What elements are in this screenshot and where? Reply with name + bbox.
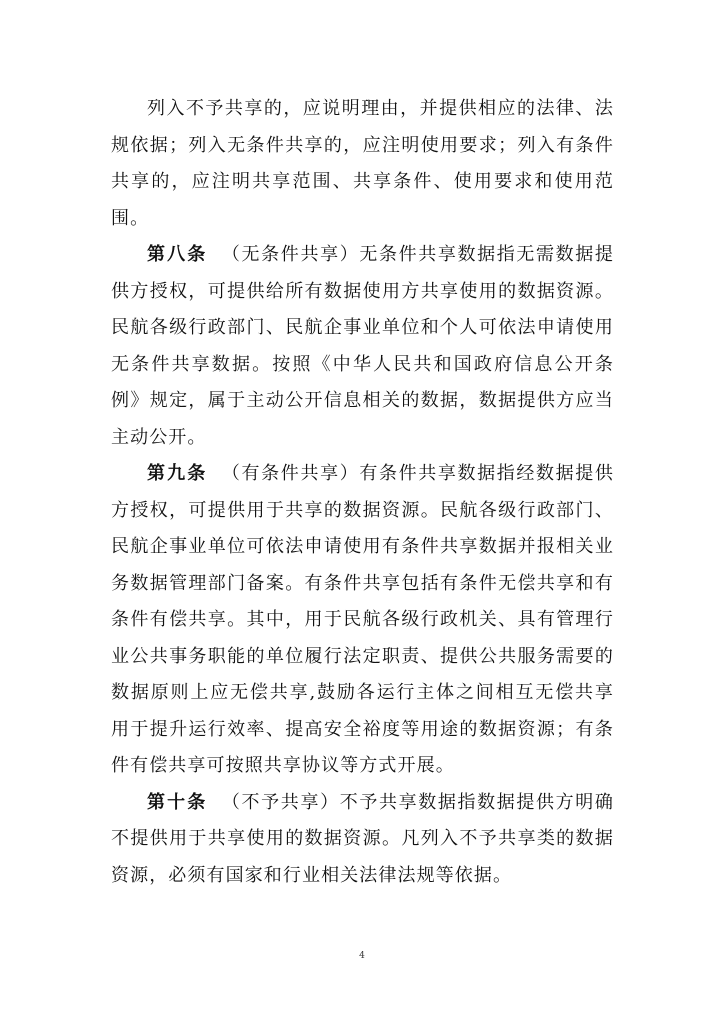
paragraph-text: （有条件共享）有条件共享数据指经数据提供方授权，可提供用于共享的数据资源。民航各级行政部门、民航企事业单位可依法申请使用有条件共享数据并报相关业务数据管理部门备案。有条件共享包括有条件无偿共享和有条件有偿共享。其中，用于民航各级行政机关、具有管理行业公共事务职能的单位履行法定职责、提供公共服务需要的数据原则上应无偿共享,鼓励各运行主体之间相互无偿共享用于提升运行效率、提高安全裕度等用途的数据资源；有条件有偿共享可按照共享协议等方式开展。	[111, 463, 614, 776]
paragraph-article-8	[111, 237, 614, 456]
paragraph-article-9	[111, 456, 614, 785]
article-number: 第十条	[147, 791, 208, 813]
paragraph-text: （不予共享）不予共享数据指数据提供方明确不提供用于共享使用的数据资源。凡列入不予共享类的数据资源，必须有国家和行业相关法律法规等依据。	[111, 791, 614, 886]
paragraph-text: 列入不予共享的，应说明理由，并提供相应的法律、法规依据；列入无条件共享的，应注明使用要求；列入有条件共享的，应注明共享范围、共享条件、使用要求和使用范围。	[111, 98, 614, 229]
article-number: 第九条	[147, 463, 208, 484]
article-number: 第八条	[147, 244, 208, 265]
page-number: 4	[359, 951, 365, 961]
paragraph-article-10	[111, 785, 614, 895]
paragraph-continuation	[111, 91, 614, 237]
document-body	[111, 91, 614, 894]
paragraph-text: （无条件共享）无条件共享数据指无需数据提供方授权，可提供给所有数据使用方共享使用的数据资源。民航各级行政部门、民航企事业单位和个人可依法申请使用无条件共享数据。按照《中华人民共和国政府信息公开条例》规定，属于主动公开信息相关的数据，数据提供方应当主动公开。	[111, 244, 614, 448]
